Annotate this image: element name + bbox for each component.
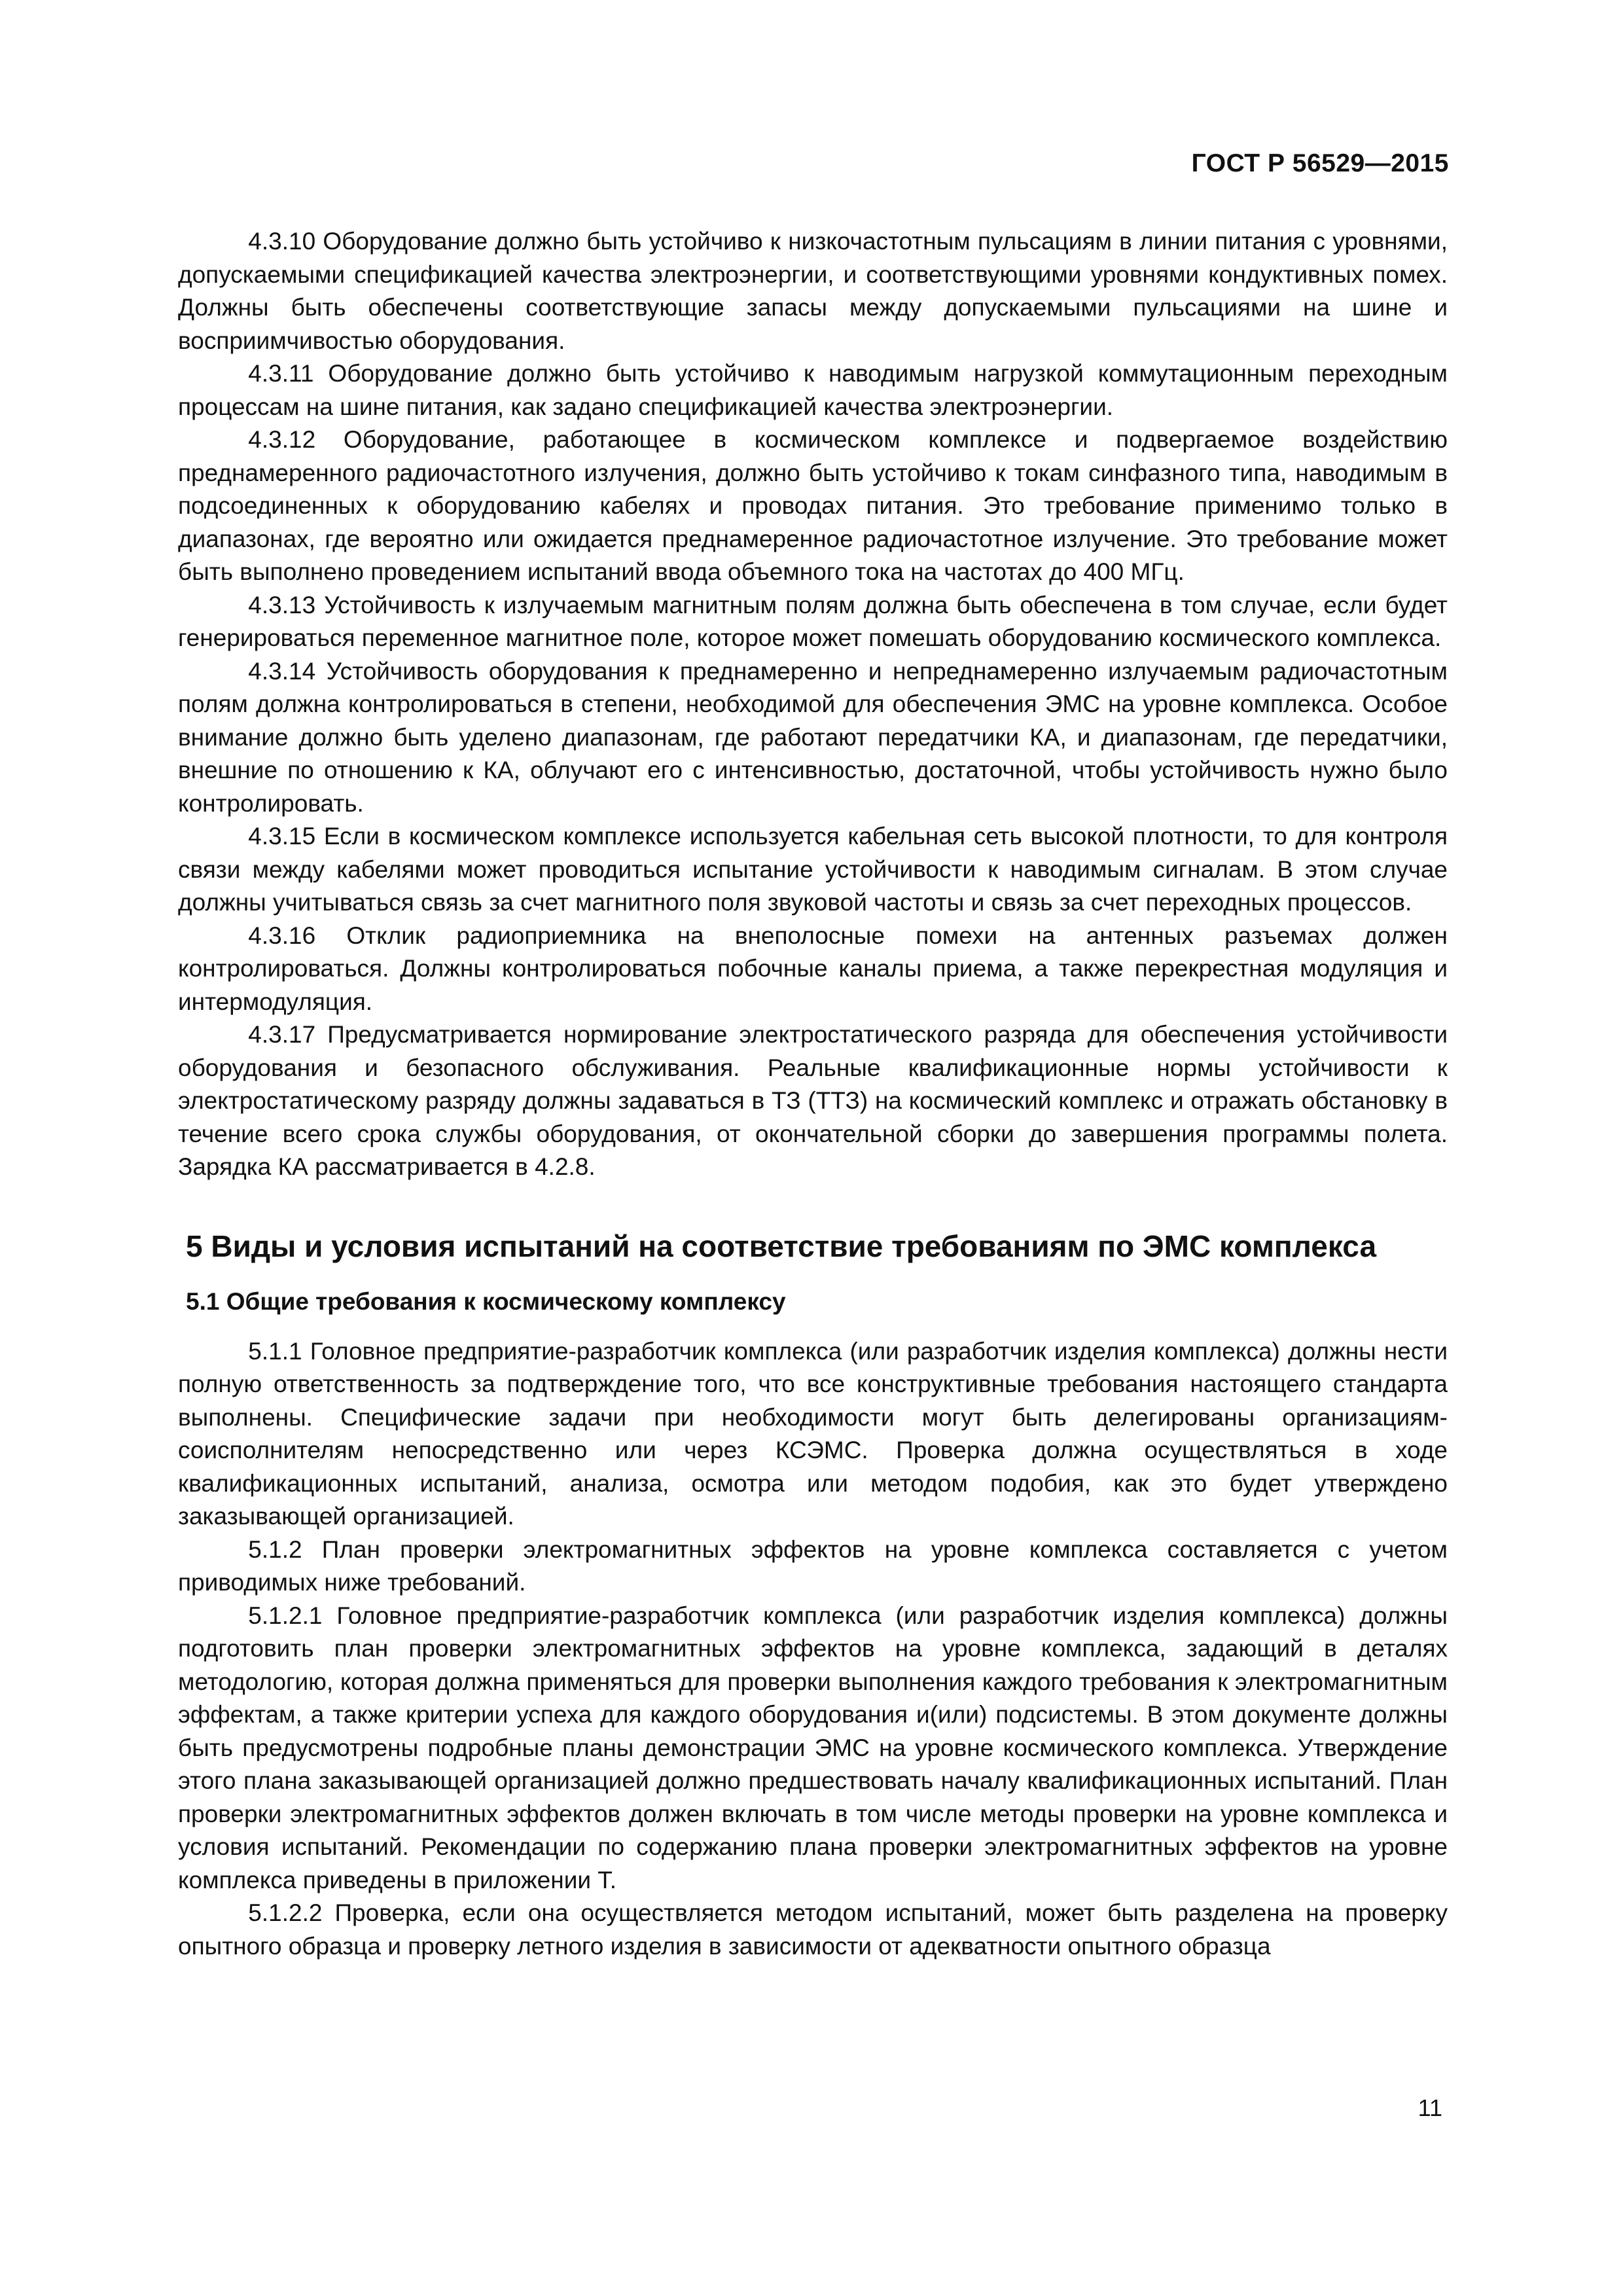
paragraph-5-1-2-1: 5.1.2.1 Головное предприятие-разработчик комплекса (или разработчик изделия комплекса) должны подготовить план проверки электромагнитных эффектов на уровне комплекса, задающий в деталях методологию, которая должна применяться для проверки выполнения каждого требования к электромагнитным эффектам, а также критерии успеха для каждого оборудования и(или) подсистемы. В этом документе должны быть предусмотрены подробные планы демонстрации ЭМС на уровне космического комплекса. Утверждение этого плана заказывающей организацией должно предшествовать началу квалификационных испытаний. План проверки электромагнитных эффектов должен включать в том числе методы проверки на уровне комплекса и условия испытаний. Рекомендации по содержанию плана проверки электромагнитных эффектов на уровне комплекса приведены в приложении Т. xyxy=(178,1602,1448,1893)
subsection-heading: 5.1 Общие требования к космическому комплексу xyxy=(186,1287,786,1315)
paragraph-4-3-14: 4.3.14 Устойчивость оборудования к преднамеренно и непреднамеренно излучаемым радиочастотным полям должна контролироваться в степени, необходимой для обеспечения ЭМС на уровне комплекса. Особое внимание должно быть уделено диапазонам, где работают передатчики КА, и диапазонам, где передатчики, внешние по отношению к КА, облучают его с интенсивностью, достаточной, чтобы устойчивость нужно было контролировать. xyxy=(178,657,1448,817)
paragraph-4-3-11: 4.3.11 Оборудование должно быть устойчиво к наводимым нагрузкой коммутационным переходным процессам на шине питания, как задано спецификацией качества электроэнергии. xyxy=(178,360,1448,420)
paragraph-5-1-2: 5.1.2 План проверки электромагнитных эффектов на уровне комплекса составляется с учетом приводимых ниже требований. xyxy=(178,1535,1448,1596)
paragraph-4-3-15: 4.3.15 Если в космическом комплексе используется кабельная сеть высокой плотности, то для контроля связи между кабелями может проводиться испытание устойчивости к наводимым сигналам. В этом случае должны учитываться связь за счет магнитного поля звуковой частоты и связь за счет переходных процессов. xyxy=(178,823,1448,916)
paragraph-5-1-1: 5.1.1 Головное предприятие-разработчик комплекса (или разработчик изделия комплекса) должны нести полную ответственность за подтверждение того, что все конструктивные требования настоящего стандарта выполнены. Специфические задачи при необходимости могут быть делегированы организациям-соисполнителям непосредственно или через КСЭМС. Проверка должна осуществляться в ходе квалификационных испытаний, анализа, осмотра или методом подобия, как это будет утверждено заказывающей организацией. xyxy=(178,1337,1448,1530)
document-code: ГОСТ Р 56529—2015 xyxy=(1191,149,1449,177)
page-number: 11 xyxy=(1418,2094,1442,2121)
document-body xyxy=(178,225,1448,1963)
paragraph-4-3-12: 4.3.12 Оборудование, работающее в космическом комплексе и подвергаемое воздействию преднамеренного радиочастотного излучения, должно быть устойчиво к токам синфазного типа, наводимым в подсоединенных к оборудованию кабелях и проводах питания. Это требование применимо только в диапазонах, где вероятно или ожидается преднамеренное радиочастотное излучение. Это требование может быть выполнено проведением испытаний ввода объемного тока на частотах до 400 МГц. xyxy=(178,426,1448,585)
paragraph-4-3-10: 4.3.10 Оборудование должно быть устойчиво к низкочастотным пульсациям в линии питания с уровнями, допускаемыми спецификацией качества электроэнергии, и соответствующими уровнями кондуктивных помех. Должны быть обеспечены соответствующие запасы между допускаемыми пульсациями на шине и восприимчивостью оборудования. xyxy=(178,228,1448,354)
section-heading: 5 Виды и условия испытаний на соответствие требованиям по ЭМС комплекса xyxy=(186,1229,1377,1263)
paragraph-4-3-17: 4.3.17 Предусматривается нормирование электростатического разряда для обеспечения устойчивости оборудования и безопасного обслуживания. Реальные квалификационные нормы устойчивости к электростатическому разряду должны задаваться в ТЗ (ТТЗ) на космический комплекс и отражать обстановку в течение всего срока службы оборудования, от окончательной сборки до завершения программы полета. Зарядка КА рассматривается в 4.2.8. xyxy=(178,1021,1448,1180)
paragraph-4-3-16: 4.3.16 Отклик радиоприемника на внеполосные помехи на антенных разъемах должен контролироваться. Должны контролироваться побочные каналы приема, а также перекрестная модуляция и интермодуляция. xyxy=(178,922,1448,1015)
paragraph-4-3-13: 4.3.13 Устойчивость к излучаемым магнитным полям должна быть обеспечена в том случае, если будет генерироваться переменное магнитное поле, которое может помешать оборудованию космического комплекса. xyxy=(178,591,1448,651)
paragraph-5-1-2-2: 5.1.2.2 Проверка, если она осуществляется методом испытаний, может быть разделена на проверку опытного образца и проверку летного изделия в зависимости от адекватности опытного образца xyxy=(178,1899,1448,1960)
